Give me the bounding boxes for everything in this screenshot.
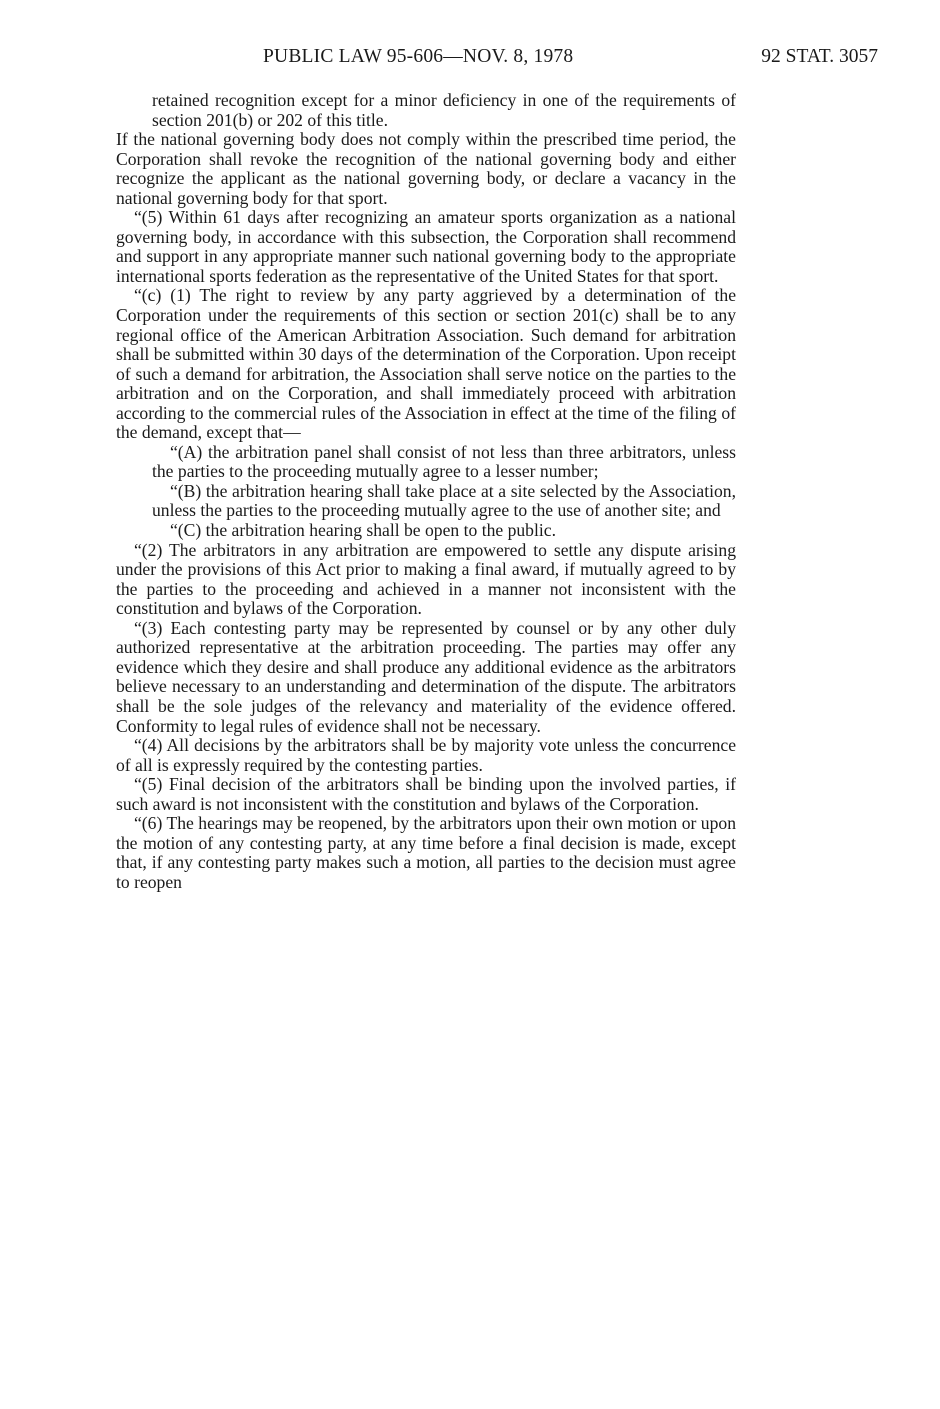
subparagraph-c: “(C) the arbitration hearing shall be open to the public.: [170, 520, 556, 541]
subparagraph-b: “(B) the arbitration hearing shall take place at a site selected by the Association, unless the parties to the proceeding mutually agree to the use of another site; and: [152, 480, 736, 521]
paragraph-continuation: retained recognition except for a minor deficiency in one of the requirements of section 201(b) or 202 of this title.: [152, 90, 736, 130]
running-head-title: PUBLIC LAW 95-606—NOV. 8, 1978: [263, 46, 574, 67]
paragraph-3-representation: “(3) Each contesting party may be represented by counsel or by any other duly authorized representative at the arbitration proceeding. The parties may offer any evidence which they desire and shall produce any additional evidence as the arbitrators believe necessary to an understanding and determination of the dispute. The arbitrators shall be the sole judges of the relevancy and materiality of the evidence offered. Conformity to legal rules of evidence shall not be necessary.: [116, 617, 736, 736]
paragraph-c1-review: “(c) (1) The right to review by any party aggrieved by a determination of the Corporation under the requirements of this section or section 201(c) shall be to any regional office of the American Arbitration Association. Such demand for arbitration shall be submitted within 30 days of the determination of the Corporation. Upon receipt of such a demand for arbitration, the Association shall serve notice on the parties to the arbitration and on the Corporation, and shall immediately proceed with arbitration according to the commercial rules of the Association in effect at the time of the filing of the demand, except that—: [116, 285, 736, 443]
paragraph-4-majority: “(4) All decisions by the arbitrators shall be by majority vote unless the concurrence of all is expressly required by the contesting parties.: [116, 735, 736, 775]
paragraph-5-recommendation: “(5) Within 61 days after recognizing an amateur sports organization as a national governing body, in accordance with this subsection, the Corporation shall recommend and support in any appropriate manner such national governing body to the appropriate international sports federation as the representative of the United States for that sport.: [116, 207, 736, 286]
subparagraph-a: “(A) the arbitration panel shall consist of not less than three arbitrators, unless the parties to the proceeding mutually agree to a lesser number;: [152, 441, 736, 482]
statute-page-number: 92 STAT. 3057: [761, 46, 878, 67]
paragraph-5-final-decision: “(5) Final decision of the arbitrators shall be binding upon the involved parties, if such award is not inconsistent with the constitution and bylaws of the Corporation.: [116, 774, 736, 814]
paragraph-2-settlement: “(2) The arbitrators in any arbitration are empowered to settle any dispute arising under the provisions of this Act prior to making a final award, if mutually agreed to by the parties to the proceeding and achieved in a manner not inconsistent with the constitution and bylaws of the Corporation.: [116, 539, 736, 619]
statute-body: [116, 91, 736, 892]
paragraph-revocation: If the national governing body does not comply within the prescribed time period, the Corporation shall revoke the recognition of the national governing body and either recognize the applicant as the national governing body, or declare a vacancy in the national governing body for that sport.: [116, 129, 736, 208]
paragraph-6-reopen: “(6) The hearings may be reopened, by the arbitrators upon their own motion or upon the motion of any contesting party, at any time before a final decision is made, except that, if any contesting party makes such a motion, all parties to the decision must agree to reopen: [116, 813, 736, 892]
page-header: [0, 46, 940, 70]
